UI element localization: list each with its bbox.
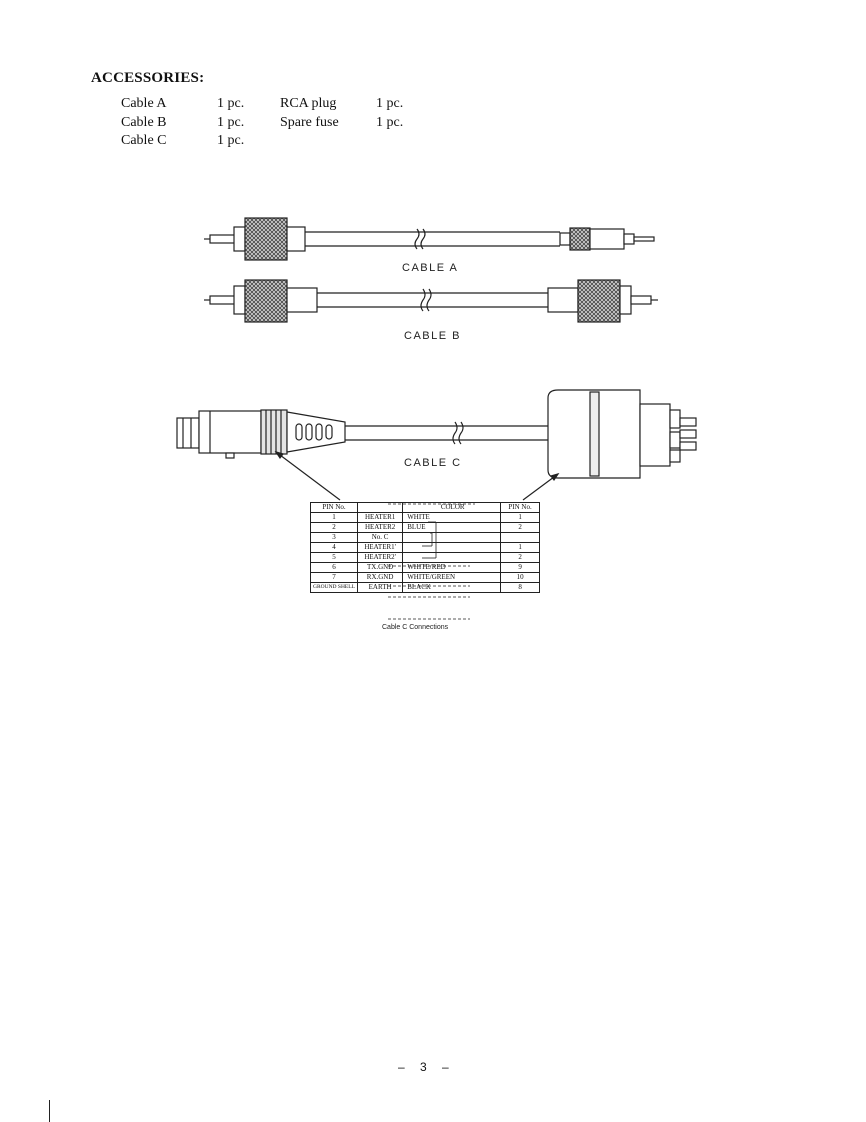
cable-a-drawing bbox=[204, 218, 654, 260]
accessory-name: Cable A bbox=[121, 96, 167, 111]
cable-b-drawing bbox=[204, 280, 658, 322]
table-header-cell: PIN No. bbox=[311, 503, 358, 513]
table-row bbox=[311, 543, 540, 553]
table-cell: BLUE bbox=[403, 523, 501, 533]
cable-a-caption: CABLE A bbox=[402, 262, 459, 274]
page-number: – 3 – bbox=[398, 1060, 455, 1074]
accessory-name: Cable B bbox=[121, 115, 167, 130]
table-header-cell bbox=[358, 503, 403, 513]
accessory-qty: 1 pc. bbox=[217, 96, 245, 111]
table-cell: 5 bbox=[311, 553, 358, 563]
table-cell: RX.GND bbox=[358, 573, 403, 583]
accessory-qty: 1 pc. bbox=[217, 115, 245, 130]
table-cell: 6 bbox=[311, 563, 358, 573]
table-caption: Cable C Connections bbox=[382, 624, 449, 631]
accessory-qty: 1 pc. bbox=[376, 115, 404, 130]
table-cell: 2 bbox=[501, 523, 540, 533]
table-cell: 9 bbox=[501, 563, 540, 573]
table-cell: 7 bbox=[311, 573, 358, 583]
table-cell: WHITE/GREEN bbox=[403, 573, 501, 583]
cable-c-drawing bbox=[177, 390, 696, 500]
table-cell: GROUND SHELL bbox=[311, 583, 358, 593]
table-cell: 1 bbox=[311, 513, 358, 523]
table-cell: HEATER2' bbox=[358, 553, 403, 563]
table-cell: 3 bbox=[311, 533, 358, 543]
table-cell: 10 bbox=[501, 573, 540, 583]
table-cell: WHITE/RED bbox=[403, 563, 501, 573]
accessory-name: RCA plug bbox=[280, 96, 337, 111]
table-cell: 2 bbox=[311, 523, 358, 533]
table-cell: No. C bbox=[358, 533, 403, 543]
margin-mark bbox=[49, 1100, 50, 1122]
cable-c-caption: CABLE C bbox=[404, 457, 462, 469]
table-cell: BLACK bbox=[403, 583, 501, 593]
page-heading: ACCESSORIES: bbox=[91, 70, 205, 86]
table-cell bbox=[501, 533, 540, 543]
accessory-qty: 1 pc. bbox=[217, 133, 245, 148]
table-cell: 2 bbox=[501, 553, 540, 563]
table-row bbox=[311, 563, 540, 573]
table-cell: HEATER1' bbox=[358, 543, 403, 553]
table-cell bbox=[403, 553, 501, 563]
table-cell: 8 bbox=[501, 583, 540, 593]
table-row bbox=[311, 573, 540, 583]
cable-c-connections-table bbox=[310, 502, 540, 593]
table-cell: WHITE bbox=[403, 513, 501, 523]
table-cell: HEATER2 bbox=[358, 523, 403, 533]
table-cell bbox=[403, 533, 501, 543]
table-row bbox=[311, 523, 540, 533]
accessory-name: Cable C bbox=[121, 133, 167, 148]
table-cell: TX.GND bbox=[358, 563, 403, 573]
table-cell: HEATER1 bbox=[358, 513, 403, 523]
table-cell: 1 bbox=[501, 513, 540, 523]
table-row bbox=[311, 583, 540, 593]
table-cell bbox=[403, 543, 501, 553]
table-header-row bbox=[311, 503, 540, 513]
cable-b-caption: CABLE B bbox=[404, 330, 461, 342]
table-row bbox=[311, 513, 540, 523]
accessory-name: Spare fuse bbox=[280, 115, 339, 130]
table-header-cell: COLOR bbox=[403, 503, 501, 513]
table-row bbox=[311, 553, 540, 563]
table-cell: 1 bbox=[501, 543, 540, 553]
table-cell: EARTH bbox=[358, 583, 403, 593]
table-cell: 4 bbox=[311, 543, 358, 553]
accessory-qty: 1 pc. bbox=[376, 96, 404, 111]
table-header-cell: PIN No. bbox=[501, 503, 540, 513]
table-row bbox=[311, 533, 540, 543]
